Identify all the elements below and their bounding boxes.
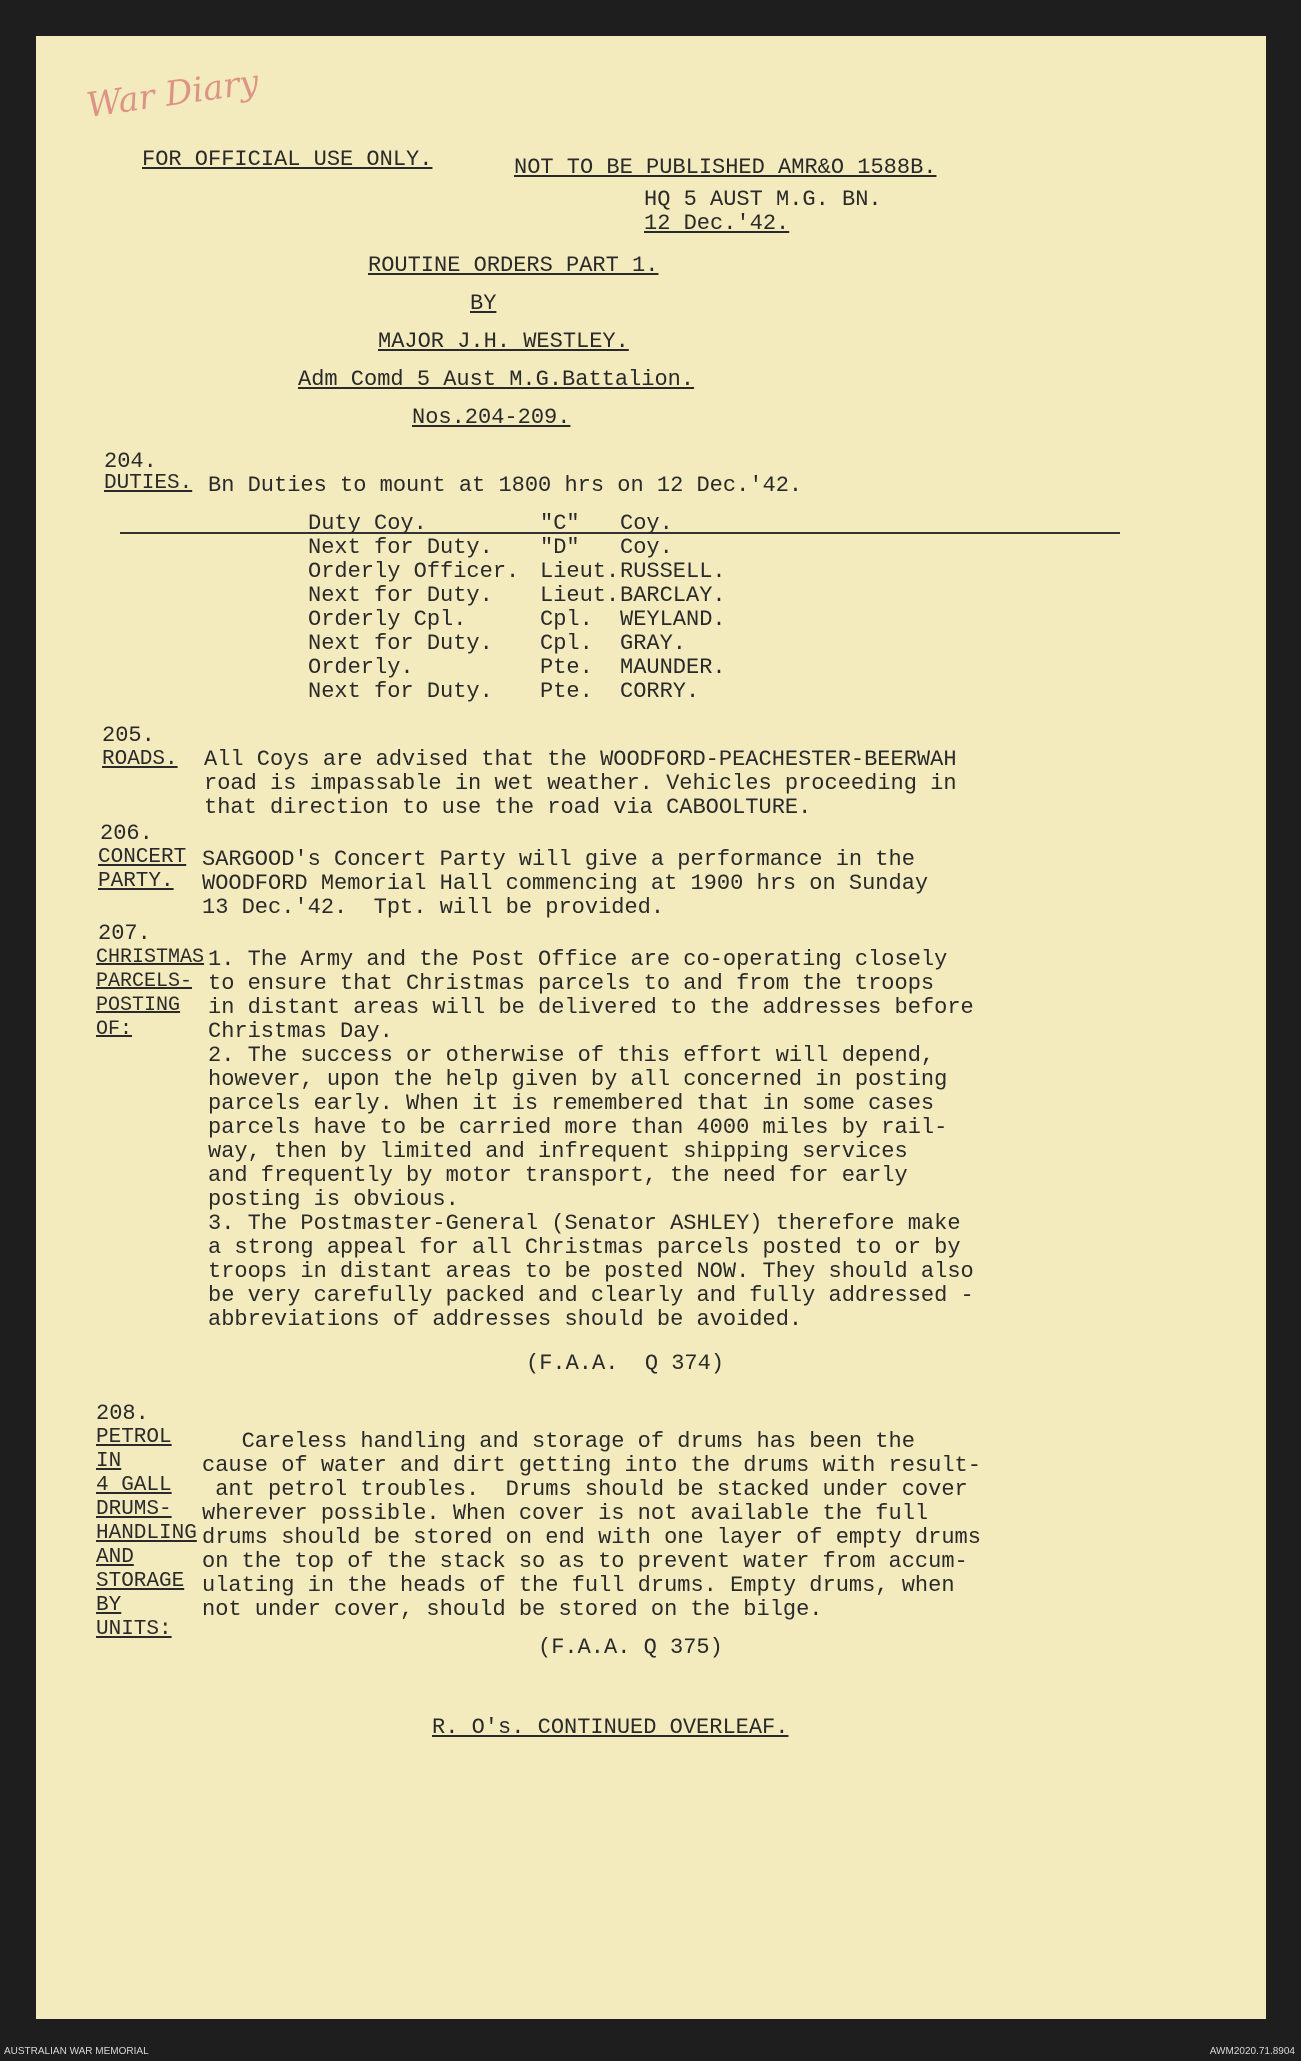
order-208-heading: PETROL IN 4 GALL DRUMS- HANDLING AND STORAGE BY UNITS:: [96, 1426, 197, 1641]
order-206-heading: CONCERT PARTY.: [98, 846, 187, 893]
order-208-reference: (F.A.A. Q 375): [538, 1635, 723, 1660]
duty-name: Coy.: [620, 535, 673, 560]
order-206-number: 206.: [100, 821, 153, 846]
duty-role: Next for Duty.: [308, 535, 493, 560]
duty-role: Orderly.: [308, 655, 414, 680]
order-204-heading: DUTIES.: [104, 472, 193, 495]
order-207-reference: (F.A.A. Q 374): [526, 1351, 725, 1376]
title-by: BY: [470, 291, 497, 316]
header-official-use: FOR OFFICIAL USE ONLY.: [142, 147, 433, 172]
handwritten-note: War Diary: [84, 62, 262, 126]
continued-overleaf: R. O's. CONTINUED OVERLEAF.: [432, 1715, 789, 1740]
order-208-text: Careless handling and storage of drums has been the cause of water and dirt getting into the drums with result- ant petrol troubles. Drums should be stacked under cover wherever possible. When cover is not available the full drums should be stored on end with one layer of empty drums on the top of the stack so as to prevent water from accum- ulating in the heads of the full drums. Empty drums, when not under cover, should be stored on the bilge.: [202, 1429, 981, 1622]
order-204-intro: Bn Duties to mount at 1800 hrs on 12 Dec.'42.: [208, 473, 803, 498]
header-not-published: NOT TO BE PUBLISHED AMR&O 1588B.: [514, 155, 937, 180]
duty-name: BARCLAY.: [620, 583, 726, 608]
archive-id: AWM2020.71.8904: [1209, 2046, 1295, 2057]
title-nos: Nos.204-209.: [412, 405, 571, 430]
document-page: [36, 36, 1266, 2019]
order-208-number: 208.: [96, 1401, 149, 1426]
duty-rank: Pte.: [540, 655, 593, 680]
duty-name: CORRY.: [620, 679, 700, 704]
order-205-text: All Coys are advised that the WOODFORD-PEACHESTER-BEERWAH road is impassable in wet weather. Vehicles proceeding in that direction to use the road via CABOOLTURE.: [204, 747, 957, 820]
duty-name: WEYLAND.: [620, 607, 726, 632]
duty-name: Coy.: [620, 511, 673, 536]
order-207-heading: CHRISTMAS PARCELS- POSTING OF:: [96, 946, 205, 1041]
duty-role: Next for Duty.: [308, 631, 493, 656]
header-unit: HQ 5 AUST M.G. BN.: [644, 187, 882, 212]
duty-rank: Lieut.: [540, 583, 620, 608]
archive-label: AUSTRALIAN WAR MEMORIAL: [4, 2046, 149, 2057]
title-major: MAJOR J.H. WESTLEY.: [378, 329, 629, 354]
header-date: 12 Dec.'42.: [644, 211, 790, 236]
duty-rank: Cpl.: [540, 631, 593, 656]
duty-rank: Pte.: [540, 679, 593, 704]
duty-role: Next for Duty.: [308, 679, 493, 704]
duty-name: MAUNDER.: [620, 655, 726, 680]
duty-role: Orderly Officer.: [308, 559, 520, 584]
order-206-text: SARGOOD's Concert Party will give a performance in the WOODFORD Memorial Hall commencing at 1900 hrs on Sunday 13 Dec.'42. Tpt. will be provided.: [202, 847, 929, 920]
order-207-text: 1. The Army and the Post Office are co-operating closely to ensure that Christmas parcels to and from the troops in distant areas will be delivered to the addresses before Christmas Day. 2. The success or otherwise of this effort will depend, however, upon the help given by all concerned in posting parcels early. When it is remembered that in some cases parcels have to be carried more than 4000 miles by rail- way, then by limited and infrequent shipping services and frequently by motor transport, the need for early posting is obvious. 3. The Postmaster-General (Senator ASHLEY) therefore make a strong appeal for all Christmas parcels posted to or by troops in distant areas to be posted NOW. They should also be very carefully packed and clearly and fully addressed - abbreviations of addresses should be avoided.: [208, 947, 974, 1332]
duty-rank: Cpl.: [540, 607, 593, 632]
title-adm-comd: Adm Comd 5 Aust M.G.Battalion.: [298, 367, 695, 392]
duty-rank: "D": [540, 535, 580, 560]
order-207-number: 207.: [98, 921, 151, 946]
duty-role: Next for Duty.: [308, 583, 493, 608]
duty-name: RUSSELL.: [620, 559, 726, 584]
duty-name: GRAY.: [620, 631, 687, 656]
order-205-number: 205.: [102, 723, 155, 748]
duty-rank: Lieut.: [540, 559, 620, 584]
duty-role: Orderly Cpl.: [308, 607, 467, 632]
order-205-heading: ROADS.: [102, 748, 178, 771]
duty-rank: "C": [540, 511, 580, 536]
title-routine-orders: ROUTINE ORDERS PART 1.: [368, 253, 659, 278]
duty-role: Duty Coy.: [308, 511, 427, 536]
order-204-number: 204.: [104, 449, 157, 474]
